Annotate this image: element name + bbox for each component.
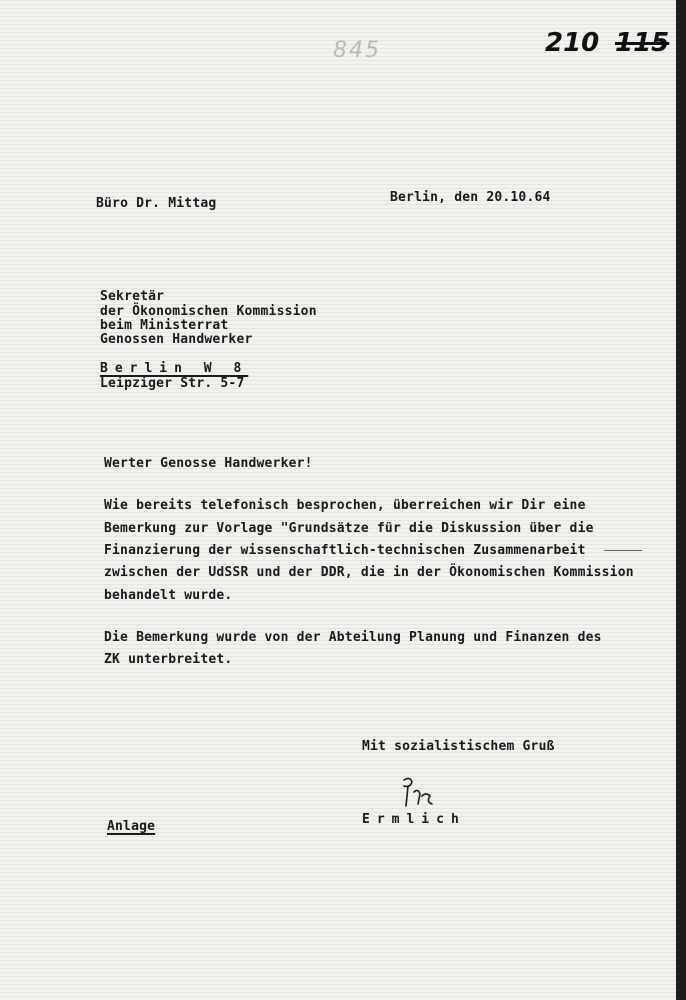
body-line: ZK unterbreitet.: [104, 652, 233, 667]
page-number: 210: [545, 28, 600, 58]
recipient-line: Sekretär: [100, 289, 165, 304]
body-line: Die Bemerkung wurde von der Abteilung Planung und Finanzen des: [104, 630, 602, 645]
body-line: behandelt wurde.: [104, 588, 233, 603]
body-line: zwischen der UdSSR und der DDR, die in der Ökonomischen Kommission: [104, 565, 634, 580]
scan-edge: [676, 0, 686, 1000]
stray-pen-stroke: [604, 550, 642, 551]
sender-line: Büro Dr. Mittag: [96, 196, 217, 211]
body-line: Wie bereits telefonisch besprochen, überreichen wir Dir eine: [104, 498, 586, 513]
body-line: Finanzierung der wissenschaftlich-technischen Zusammenarbeit: [104, 543, 586, 558]
handwritten-initials: [398, 776, 442, 810]
enclosure-label: Anlage: [107, 819, 156, 834]
recipient-line: der Ökonomischen Kommission: [100, 304, 317, 319]
salutation: Werter Genosse Handwerker!: [104, 456, 313, 471]
recipient-street: Leipziger Str. 5-7: [100, 376, 245, 391]
recipient-line: Genossen Handwerker: [100, 332, 253, 347]
place-date: Berlin, den 20.10.64: [390, 190, 551, 205]
signer-name: Ermlich: [362, 812, 466, 827]
pencil-note: 845: [333, 38, 381, 63]
old-page-number: 115: [615, 28, 670, 58]
recipient-city: Berlin W 8: [100, 361, 249, 376]
body-line: Bemerkung zur Vorlage "Grundsätze für die Diskussion über die: [104, 521, 594, 536]
closing-greeting: Mit sozialistischem Gruß: [362, 739, 555, 754]
recipient-line: beim Ministerrat: [100, 318, 229, 333]
